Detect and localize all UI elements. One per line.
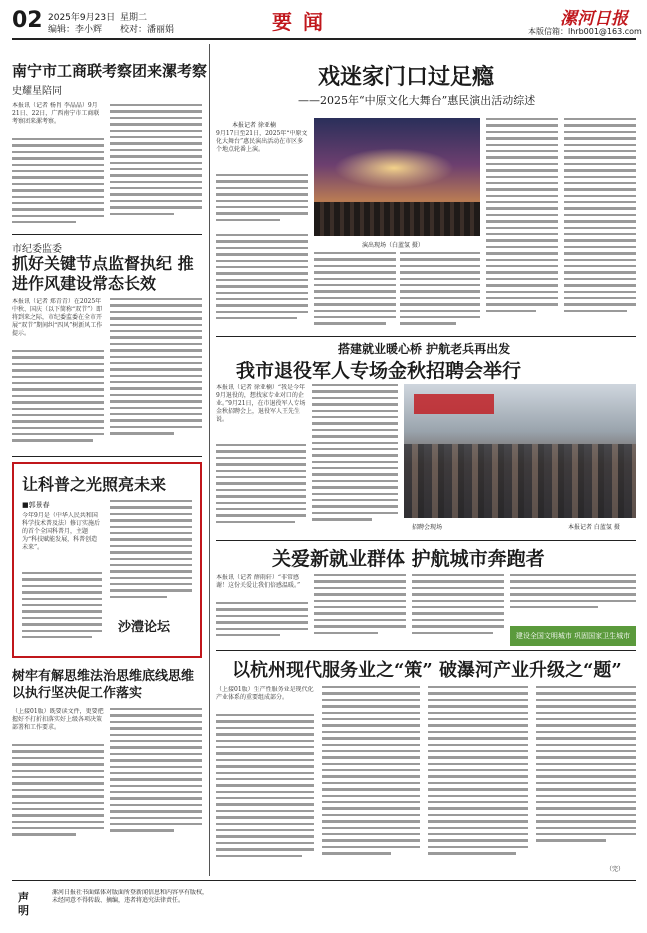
story3-lead: （上接01版）既要读文件，更要把握好不打折扣落实好上级各项决策部署和工作要求。 [12,708,104,731]
commentary-box [12,462,202,658]
column-name: 沙澧论坛 [118,620,171,635]
fourth-story-lead: （上接01版）生产性服务业是现代化产业体系的重要组成部分。 [216,686,314,701]
commentary-body-col2 [110,500,192,610]
commentary-lead: 今年9月是（中华人民共和国科学技术普及法）修订实施后的首个全国科普月，主题为“科技赋能发展，科普创造未来”。 [22,512,101,551]
paper-logo: 漯河日报 [560,9,628,29]
top-story-body-col6 [564,118,636,332]
contact-email: 本版信箱：lhrb001@163.com [528,27,642,36]
masthead-rule [12,38,636,40]
commentary-headline: 让科普之光照亮未来 [22,475,167,494]
notice-text: 漯河日报社书面媒体对版面所登新闻信息和内容享有版权，未经同意不得转载、摘编，违者将追究法律责任。 [52,889,209,904]
top-story-body-col4 [400,252,480,332]
top-story-body-col2 [216,234,308,332]
notice-box [12,880,636,924]
column-divider [209,44,210,876]
story1-body-col1 [12,138,104,228]
story2-body-col1 [12,350,104,450]
story1-lead: 本报讯（记者 杨肖 李晶晶）9月21日、22日，广西南宁市工商联考察团来漯考察。 [12,102,100,125]
top-story-headline: 戏迷家门口过足瘾 [318,64,495,90]
second-story-body-col2 [312,384,398,536]
story3-body-col1 [12,744,104,844]
fourth-story-signoff: （完） [606,866,625,873]
top-story-body-col5 [486,118,558,332]
fourth-story-body-col3 [428,686,528,874]
commentary-byline: ■郭景春 [22,501,50,509]
stage-photo [314,118,480,236]
fourth-story-headline: 以杭州现代服务业之“策” 破瀑河产业升级之“题” [232,660,622,681]
fair-photo-caption: 招聘会现场 [412,524,443,531]
story3-body-col2 [110,708,202,844]
third-story-body-col3 [412,574,504,646]
issue-weekday: 星期二 [120,13,148,23]
divider [216,650,636,651]
page-number: 02 [12,8,43,33]
story1-body-col2 [110,104,202,228]
fair-photo [404,384,636,518]
divider [12,456,202,457]
section-title: 要 闻 [272,10,325,34]
story2-body-col2 [110,298,202,450]
top-story-lead: 9月17日至21日，2025年“中原文化大舞台”惠民演出活动在市区多个地点轮番上演。 [216,130,308,153]
story3-headline: 树牢有解思维法治思维底线思维 以执行坚决促工作落实 [12,669,195,701]
third-story-body-col4 [510,574,636,624]
top-story-byline: 本报记者 徐亚楠 [232,122,276,129]
third-story-body-col1 [216,602,308,646]
story2-kicker: 市纪委监委 [12,244,62,255]
top-story-body-col1 [216,174,308,230]
masthead [0,0,647,40]
civic-banner [510,626,636,646]
issue-date: 2025年9月23日 [48,13,116,23]
civic-banner-text: 建设全国文明城市 巩固国家卫生城市 [515,632,631,640]
story2-lead: 本报讯（记者 郑青青）在2025年中秋、国庆（以下简称“双节”）即将到来之际，市纪委监委在全市开展“双节”期间纠“四风”树新风工作提示。 [12,298,103,337]
fourth-story-body-col1 [216,714,314,874]
story1-headline: 南宁市工商联考察团来漯考察 [12,62,208,80]
divider [216,540,636,541]
proofreader-credit: 校对：潘丽娟 [120,25,175,35]
editor-credit: 编辑：李小辉 [48,25,103,35]
divider [12,234,202,235]
top-story-subhead: ——2025年“中原文化大舞台”惠民演出活动综述 [298,94,536,107]
second-story-body-col1 [216,444,306,536]
second-story-kicker: 搭建就业暖心桥 护航老兵再出发 [338,342,511,356]
divider [216,336,636,337]
notice-label: 声 明 [18,891,29,917]
top-story-body-col3 [314,252,396,332]
third-story-headline: 关爱新就业群体 护航城市奔跑者 [272,548,545,570]
story2-headline: 抓好关键节点监督执纪 推进作风建设常态长效 [12,254,194,293]
story1-subline: 史耀星陪同 [12,86,62,97]
fair-photo-credit: 本报记者 白蓝氢 摄 [568,524,620,531]
commentary-body-col1 [22,572,102,648]
second-story-lead: 本报讯（记者 徐亚楠）“我是今年9月退役的，想找家专业对口的企业。”9月21日，在市退役军人专场金秋招聘会上，退役军人王先生说。 [216,384,306,423]
fourth-story-body-col2 [322,686,420,874]
second-story-headline: 我市退役军人专场金秋招聘会举行 [236,360,522,382]
photo-caption: 演出现场（白蓝氢 摄） [362,242,424,249]
fourth-story-body-col4 [536,686,636,862]
column-logo [118,616,170,635]
third-story-body-col2 [314,574,406,646]
third-story-lead: 本报讯（记者 薛雨轩）“非常感谢！这份关爱让我们倍感温暖。” [216,574,301,589]
